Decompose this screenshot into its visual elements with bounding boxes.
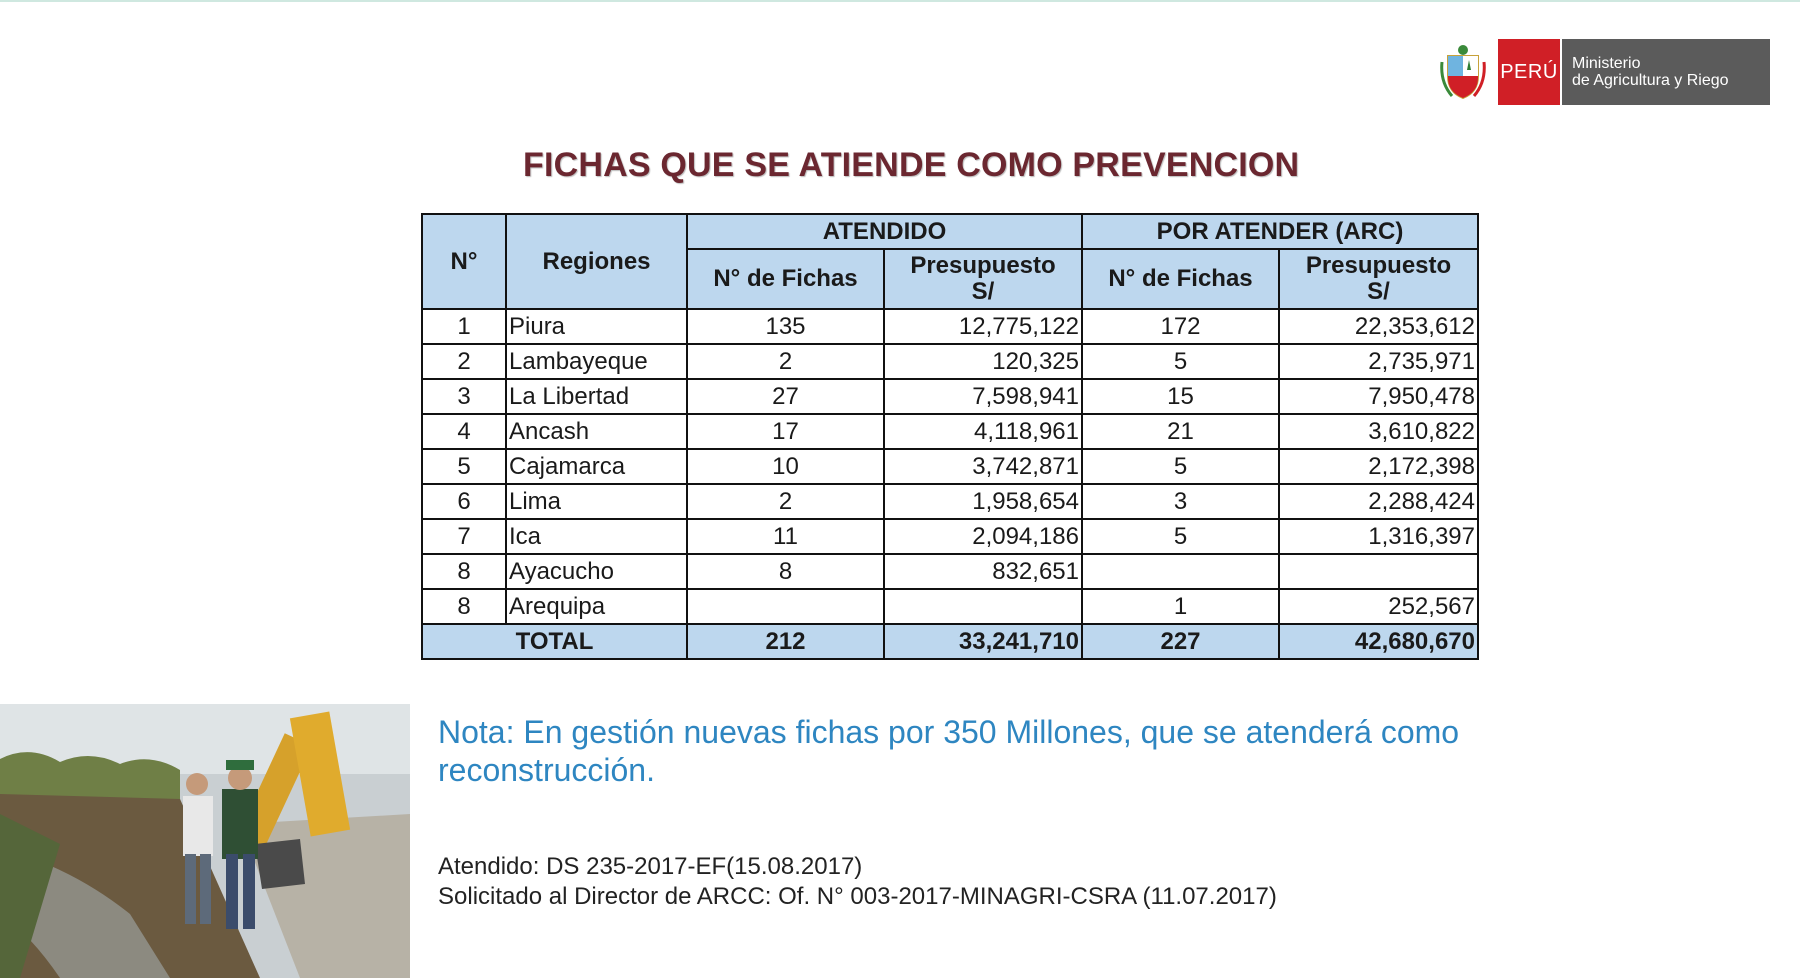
cell-pa-presupuesto: 2,735,971: [1279, 344, 1478, 379]
cell-region: La Libertad: [506, 379, 687, 414]
cell-no: 4: [422, 414, 506, 449]
cell-at-presupuesto: 12,775,122: [884, 309, 1082, 344]
cell-at-presupuesto: [884, 589, 1082, 624]
cell-at-fichas: 10: [687, 449, 884, 484]
cell-pa-fichas: 1: [1082, 589, 1279, 624]
table-row: [422, 554, 1478, 589]
cell-no: 6: [422, 484, 506, 519]
coat-of-arms-icon: [1440, 42, 1486, 102]
header-at-presupuesto-line1: Presupuesto: [910, 252, 1056, 279]
reference-atendido: Atendido: DS 235-2017-EF(15.08.2017): [438, 853, 863, 880]
cell-pa-presupuesto: 22,353,612: [1279, 309, 1478, 344]
table-row: [422, 309, 1478, 344]
nota-text: Nota: En gestión nuevas fichas por 350 Millones, que se atenderá como reconstrucción.: [438, 714, 1460, 788]
cell-at-presupuesto: 7,598,941: [884, 379, 1082, 414]
header-pa-presupuesto-line1: Presupuesto: [1305, 252, 1452, 279]
total-label: TOTAL: [422, 624, 687, 659]
peru-badge: [1498, 39, 1560, 105]
cell-at-fichas: 2: [687, 344, 884, 379]
cell-no: 3: [422, 379, 506, 414]
ministry-line2: de Agricultura y Riego: [1572, 72, 1729, 89]
cell-pa-fichas: 3: [1082, 484, 1279, 519]
table-row: [422, 449, 1478, 484]
cell-region: Ayacucho: [506, 554, 687, 589]
cell-no: 5: [422, 449, 506, 484]
cell-pa-presupuesto: 1,316,397: [1279, 519, 1478, 554]
cell-at-fichas: 11: [687, 519, 884, 554]
header-pa-presupuesto: [1279, 249, 1478, 309]
cell-pa-presupuesto: 252,567: [1279, 589, 1478, 624]
total-pa-presupuesto: 42,680,670: [1279, 624, 1478, 659]
reference-solicitado: Solicitado al Director de ARCC: Of. N° 003-2017-MINAGRI-CSRA (11.07.2017): [438, 883, 1277, 910]
cell-region: Lima: [506, 484, 687, 519]
header-at-presupuesto-line2: S/: [971, 278, 995, 305]
top-border-line: [0, 0, 1800, 2]
cell-pa-presupuesto: 2,288,424: [1279, 484, 1478, 519]
cell-pa-fichas: [1082, 554, 1279, 589]
cell-pa-presupuesto: [1279, 554, 1478, 589]
header-regiones: Regiones: [506, 214, 687, 309]
ministry-logo: [1440, 38, 1770, 106]
cell-pa-presupuesto: 7,950,478: [1279, 379, 1478, 414]
cell-at-fichas: 17: [687, 414, 884, 449]
cell-region: Piura: [506, 309, 687, 344]
total-at-presupuesto: 33,241,710: [884, 624, 1082, 659]
table-row: [422, 344, 1478, 379]
cell-at-fichas: 27: [687, 379, 884, 414]
cell-at-fichas: 2: [687, 484, 884, 519]
header-pa-presupuesto-line2: S/: [1367, 278, 1390, 305]
ministry-badge: [1560, 39, 1770, 105]
cell-region: Ica: [506, 519, 687, 554]
cell-at-presupuesto: 3,742,871: [884, 449, 1082, 484]
cell-at-presupuesto: 120,325: [884, 344, 1082, 379]
header-pa-fichas: N° de Fichas: [1082, 249, 1279, 309]
cell-pa-presupuesto: 2,172,398: [1279, 449, 1478, 484]
header-por-atender: POR ATENDER (ARC): [1082, 214, 1478, 249]
cell-region: Ancash: [506, 414, 687, 449]
cell-no: 8: [422, 554, 506, 589]
cell-pa-fichas: 5: [1082, 344, 1279, 379]
cell-no: 8: [422, 589, 506, 624]
cell-region: Arequipa: [506, 589, 687, 624]
table-row: [422, 589, 1478, 624]
header-at-presupuesto: [884, 249, 1082, 309]
cell-at-presupuesto: 4,118,961: [884, 414, 1082, 449]
cell-at-fichas: [687, 589, 884, 624]
cell-pa-fichas: 21: [1082, 414, 1279, 449]
cell-pa-fichas: 5: [1082, 449, 1279, 484]
cell-at-presupuesto: 832,651: [884, 554, 1082, 589]
cell-no: 7: [422, 519, 506, 554]
cell-no: 1: [422, 309, 506, 344]
total-row: [422, 624, 1478, 659]
cell-at-fichas: 8: [687, 554, 884, 589]
table-row: [422, 484, 1478, 519]
slide-title: FICHAS QUE SE ATIENDE COMO PREVENCION: [523, 146, 1300, 184]
header-no: N°: [422, 214, 506, 309]
cell-no: 2: [422, 344, 506, 379]
header-atendido: ATENDIDO: [687, 214, 1082, 249]
table-row: [422, 414, 1478, 449]
cell-pa-fichas: 172: [1082, 309, 1279, 344]
canal-works-photo: [0, 704, 410, 978]
cell-at-presupuesto: 1,958,654: [884, 484, 1082, 519]
cell-region: Lambayeque: [506, 344, 687, 379]
total-at-fichas: 212: [687, 624, 884, 659]
cell-region: Cajamarca: [506, 449, 687, 484]
ministry-line1: Ministerio: [1572, 55, 1641, 72]
table-row: [422, 379, 1478, 414]
peru-label: PERÚ: [1500, 60, 1558, 83]
total-pa-fichas: 227: [1082, 624, 1279, 659]
header-row-1: [422, 214, 1478, 249]
cell-at-presupuesto: 2,094,186: [884, 519, 1082, 554]
cell-pa-fichas: 5: [1082, 519, 1279, 554]
cell-at-fichas: 135: [687, 309, 884, 344]
header-at-fichas: N° de Fichas: [687, 249, 884, 309]
cell-pa-fichas: 15: [1082, 379, 1279, 414]
table-row: [422, 519, 1478, 554]
fichas-table: [421, 213, 1479, 660]
references: [438, 852, 1277, 912]
cell-pa-presupuesto: 3,610,822: [1279, 414, 1478, 449]
